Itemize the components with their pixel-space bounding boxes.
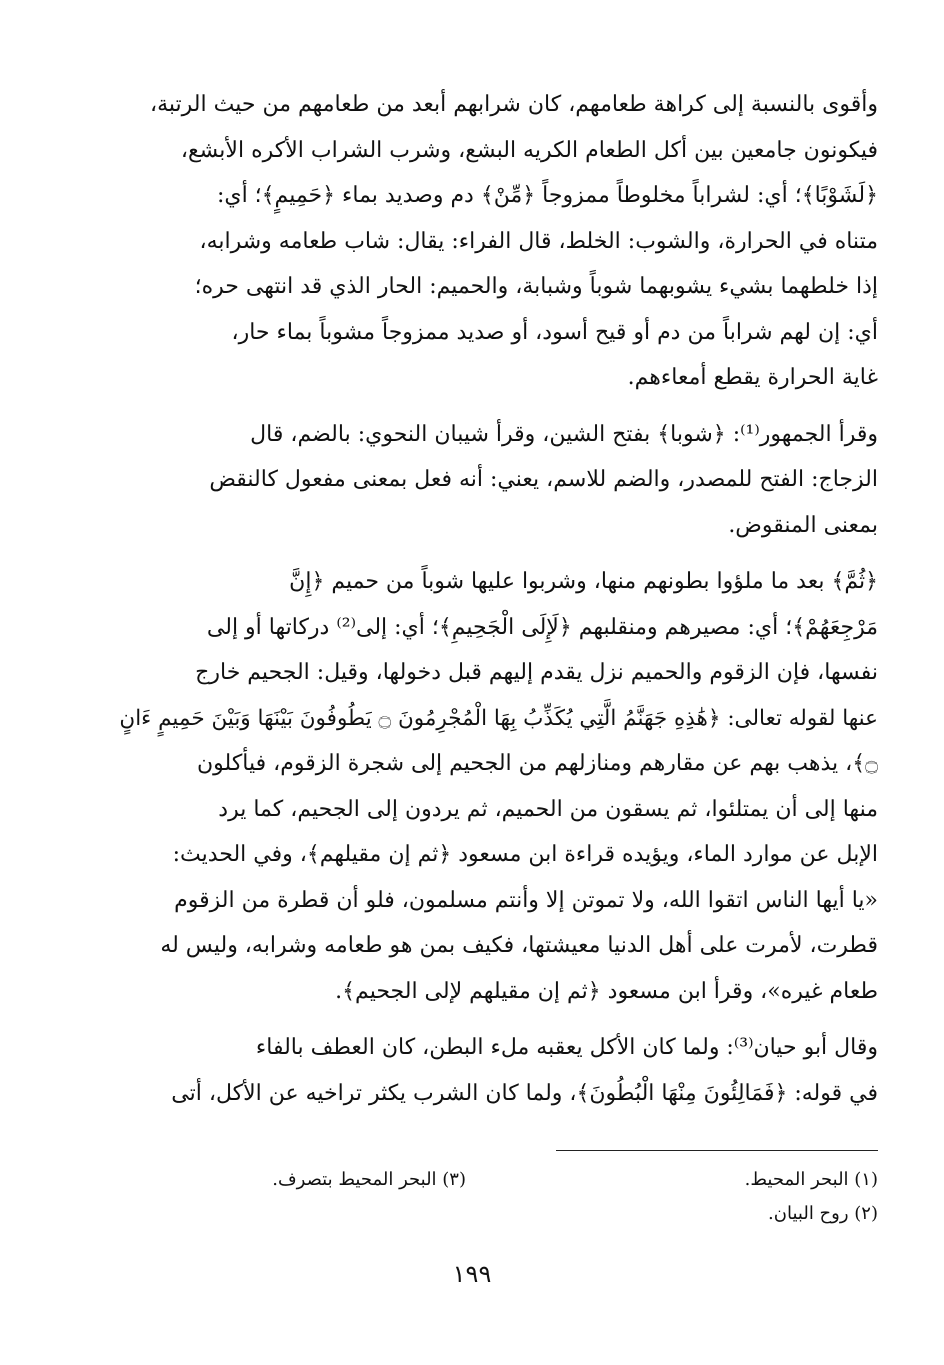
text-line: بمعنى المنقوض. xyxy=(728,512,878,538)
main-text xyxy=(103,82,878,1116)
paragraph-3 xyxy=(103,559,878,1014)
text-line: منها إلى أن يمتلئوا، ثم يسقون من الحميم، ثم يردون إلى الجحيم، كما يرد xyxy=(218,796,878,822)
text-line: أي: إن لهم شراباً من دم أو قيح أسود، أو صديد ممزوجاً مشوباً بماء حار، xyxy=(231,319,878,345)
text-line: ﴿ثُمَّ﴾ بعد ما ملؤوا بطونهم منها، وشربوا عليها شوباً من حميم ﴿إِنَّ xyxy=(289,569,878,594)
text-line: الزجاج: الفتح للمصدر، والضم للاسم، يعني: أنه فعل بمعنى مفعول كالنقض xyxy=(209,467,878,492)
text-line: وقرأ الجمهور⁽¹⁾: ﴿شوبا﴾ بفتح الشين، وقرأ شيبان النحوي: بالضم، قال xyxy=(250,421,878,447)
footnote-row xyxy=(103,1197,878,1231)
text-line: قطرت، لأمرت على أهل الدنيا معيشتها، فكيف بمن هو طعامه وشرابه، وليس له xyxy=(160,933,878,958)
text-line: ۝﴾، يذهب بهم عن مقارهم ومنازلهم من الجحيم إلى شجرة الزقوم، فيأكلون xyxy=(197,751,878,776)
text-line: مَرْجِعَهُمْ﴾؛ أي: مصيرهم ومنقلبهم ﴿لَإِلَى الْجَحِيمِ﴾؛ أي: إلى⁽²⁾ دركاتها أو إلى xyxy=(206,614,878,640)
page-number: ١٩٩ xyxy=(452,1260,492,1288)
text-line: عنها لقوله تعالى: ﴿هَٰذِهِ جَهَنَّمُ الَّتِي يُكَذِّبُ بِهَا الْمُجْرِمُونَ ۝ يَطُوفُونَ بَيْنَهَا وَبَيْنَ حَمِيمٍ ءَانٍ xyxy=(119,705,878,731)
text-line: «يا أيها الناس اتقوا الله، ولا تموتن إلا وأنتم مسلمون، فلو أن قطرة من الزقوم xyxy=(174,887,878,913)
text-line: نفسها، فإن الزقوم والحميم نزل يقدم إليهم قبل دخولها، وقيل: الجحيم خارج xyxy=(195,660,878,685)
text-line: متناه في الحرارة، والشوب: الخلط، قال الفراء: يقال: شاب طعامه وشرابه، xyxy=(199,228,878,254)
text-line: فيكونون جامعين بين أكل الطعام الكريه البشع، وشرب الشراب الأكره الأبشع، xyxy=(180,137,878,163)
text-line: ﴿لَشَوْبًا﴾؛ أي: لشراباً مخلوطاً ممزوجاً ﴿مِّنْ﴾ دم وصديد بماء ﴿حَمِيمٍ﴾؛ أي: xyxy=(216,183,878,208)
text-line: طعام غيره»، وقرأ ابن مسعود ﴿ثم إن مقيلهم لإلى الجحيم﴾. xyxy=(335,978,878,1004)
text-line: غاية الحرارة يقطع أمعاءهم. xyxy=(627,365,878,390)
text-line: في قوله: ﴿فَمَالِئُونَ مِنْهَا الْبُطُونَ﴾، ولما كان الشرب يكثر تراخيه عن الأكل، أتى xyxy=(171,1080,878,1106)
footnote-row xyxy=(103,1163,878,1197)
footnote-separator xyxy=(556,1150,878,1151)
paragraph-1 xyxy=(103,82,878,401)
footnote-3: (٣) البحر المحيط بتصرف. xyxy=(272,1169,466,1190)
text-line: وقال أبو حيان⁽³⁾: ولما كان الأكل يعقبه ملء البطن، كان العطف بالفاء xyxy=(255,1035,878,1060)
text-line: إذا خلطهما بشيء يشوبهما شوباً وشبابة، والحميم: الحار الذي قد انتهى حره؛ xyxy=(194,274,878,299)
footnotes xyxy=(103,1163,878,1231)
text-line: الإبل عن موارد الماء، ويؤيده قراءة ابن مسعود ﴿ثم إن مقيلهم﴾، وفي الحديث: xyxy=(172,842,878,867)
paragraph-4 xyxy=(103,1025,878,1116)
text-line: وأقوى بالنسبة إلى كراهة طعامهم، كان شرابهم أبعد من طعامهم من حيث الرتبة، xyxy=(150,92,878,117)
paragraph-2 xyxy=(103,412,878,549)
footnote-2: (٢) روح البيان. xyxy=(768,1203,878,1224)
footnote-1: (١) البحر المحيط. xyxy=(744,1169,878,1190)
